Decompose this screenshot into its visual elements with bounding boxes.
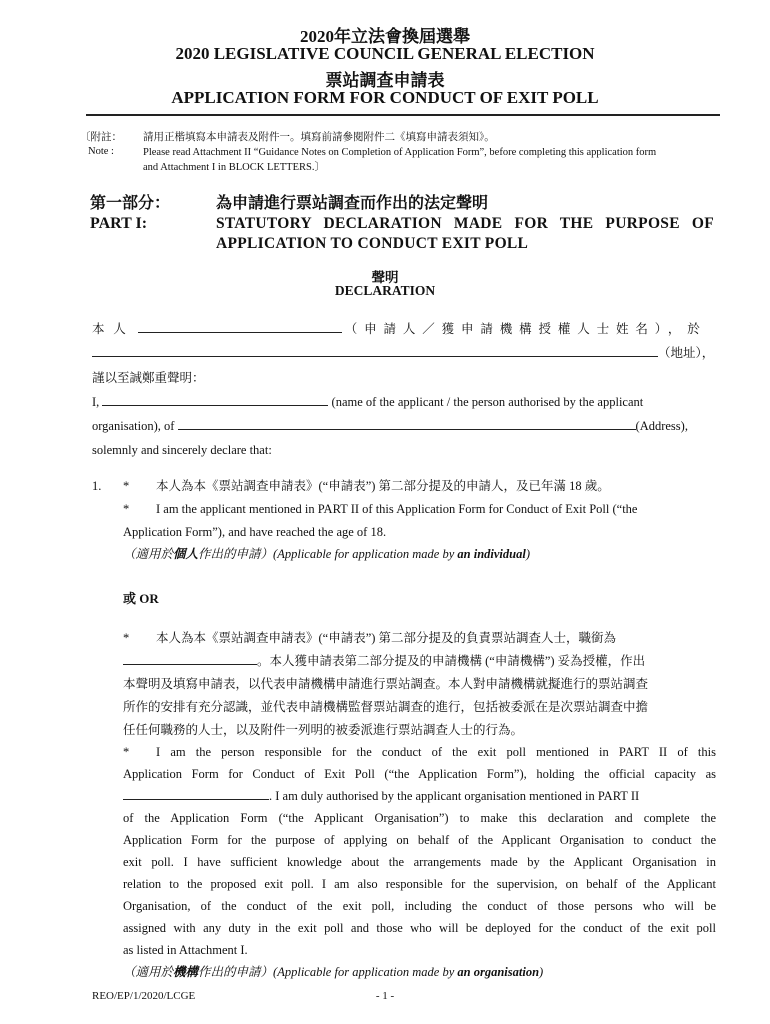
item1-text-zh: 本人為本《票站調查申請表》(“申請表”) 第二部分提及的申請人，及已年滿 18 歲。 (156, 479, 610, 493)
footer-form-code: REO/EP/1/2020/LCGE (92, 990, 196, 1002)
item2-text-en-1: I am the person responsible for the conduct of the exit poll mentioned in PART II of this (156, 745, 716, 759)
applicant-name-field-zh[interactable] (138, 319, 342, 333)
declaration-heading-en: DECLARATION (334, 283, 436, 298)
part1-title-en-1: STATUTORY DECLARATION MADE FOR THE PURPOSE OF (216, 215, 714, 232)
item1-applicable-en-b: an individual (457, 547, 526, 561)
item2-star-zh[interactable]: * (123, 631, 130, 645)
declaration-solemn-en: solemnly and sincerely declare that: (92, 443, 272, 457)
address-field-en[interactable] (178, 416, 636, 430)
item2-applicable-en-c: ) (539, 965, 544, 979)
declaration-prefix-zh: 本人 (92, 322, 135, 336)
declaration-en-line-1 (92, 391, 716, 413)
item2-text-zh-3: 本聲明及填寫申請表，以代表申請機構申請進行票站調查。本人對申請機構就擬進行的票站調查 (123, 677, 649, 691)
item1-applicable-en-a: (Applicable for application made by (273, 547, 458, 561)
organisation-prefix-en: organisation), of (92, 419, 175, 433)
item2-applicable-zh-a: （適用於 (123, 965, 174, 979)
item2-applicable-zh-b: 機構 (173, 965, 199, 979)
item2-text-en-2: Application Form for Conduct of Exit Poll (“the Application Form”), holding the official capacity as (123, 767, 716, 781)
item2-text-en-4: of the Application Form (“the Applicant Organisation”) to make this declaration and complete the (123, 811, 716, 825)
title-zh: 2020年立法會換屆選舉 (300, 27, 470, 46)
form-title-en: APPLICATION FORM FOR CONDUCT OF EXIT POLL (171, 88, 599, 107)
item2-applicable (123, 962, 543, 980)
item1-star-zh[interactable]: * (123, 479, 130, 493)
declaration-heading-zh: 聲明 (371, 270, 399, 285)
item1-number: 1. (92, 479, 102, 493)
note-text-zh: 請用正楷填寫本申請表及附件一。填寫前請參閱附件二《填寫申請表須知》。 (143, 132, 495, 143)
declaration-suffix-en: (name of the applicant / the person authorised by the applicant (331, 395, 644, 409)
item1-applicable-zh-b: 個人 (173, 547, 199, 561)
item2-star-en[interactable]: * (123, 745, 130, 759)
item2-line-zh-2 (123, 650, 716, 672)
item2-applicable-zh-c: 作出的申請） (198, 965, 274, 979)
note-label-zh: 〔附註： (80, 132, 122, 143)
item2-text-zh-2: 。本人獲申請表第二部分提及的申請機構 (“申請機構”) 妥為授權，作出 (257, 654, 646, 668)
part1-label-zh: 第一部分： (90, 195, 171, 212)
item2-applicable-en-a: (Applicable for application made by (273, 965, 458, 979)
declaration-line-3: 謹以至誠鄭重聲明： (92, 371, 205, 385)
header-divider (86, 114, 720, 116)
or-zh: 或 (123, 591, 137, 606)
part1-title-zh: 為申請進行票站調查而作出的法定聲明 (216, 195, 489, 212)
note-label-en: Note : (88, 146, 114, 157)
item2-text-en-10: as listed in Attachment I. (123, 943, 248, 957)
part1-label-en: PART I: (90, 215, 148, 232)
item2-text-en-3: . I am duly authorised by the applicant organisation mentioned in PART II (269, 789, 640, 803)
or-separator (123, 588, 159, 607)
item2-text-zh-4: 所作的安排有充分認識，並代表申請機構監督票站調查的進行，包括被委派在是次票站調查中擔 (123, 700, 649, 714)
address-field-zh[interactable] (92, 343, 658, 357)
item1-text-en-1: I am the applicant mentioned in PART II of this Application Form for Conduct of Exit Poll (“the (156, 502, 638, 516)
item1-applicable-en-c: ) (525, 547, 530, 561)
title-en: 2020 LEGISLATIVE COUNCIL GENERAL ELECTION (175, 44, 595, 63)
item2-text-en-9: assigned with any duty in the exit poll and those who will be deployed for the conduct of the exit poll (123, 921, 716, 935)
address-suffix-zh: （地址）， (658, 346, 715, 360)
item2-text-en-5: Application Form for the purpose of applying on behalf of the Applicant Organisation to conduct the (123, 833, 716, 847)
declaration-en-line-2 (92, 415, 716, 437)
official-capacity-field-en[interactable] (123, 786, 269, 800)
item2-applicable-en-b: an organisation (457, 965, 540, 979)
official-capacity-field-zh[interactable] (123, 651, 257, 665)
item1-text-en-2: Application Form”), and have reached the age of 18. (123, 525, 387, 539)
declaration-line-2 (92, 342, 716, 364)
item2-text-en-8: Organisation, of the conduct of the exit poll, including the conduct of those persons who will be (123, 899, 716, 913)
or-en: OR (139, 591, 159, 606)
item1-applicable (123, 544, 530, 562)
item2-text-en-7: relation to the proposed exit poll. I am also responsible for the supervision, on behalf of the Applicant (123, 877, 716, 891)
item2-text-zh-1: 本人為本《票站調查申請表》(“申請表”) 第二部分提及的負責票站調查人士，職銜為 (156, 631, 617, 645)
declaration-prefix-en: I, (92, 395, 100, 409)
item1-applicable-zh-c: 作出的申請） (198, 547, 274, 561)
item1-applicable-zh-a: （適用於 (123, 547, 174, 561)
applicant-name-field-en[interactable] (102, 392, 328, 406)
item2-text-zh-5: 任任何職務的人士，以及附件一列明的被委派進行票站調查人士的行為。 (123, 723, 524, 737)
note-text-en-2: and Attachment I in BLOCK LETTERS.〕 (143, 162, 325, 173)
address-suffix-en: (Address), (635, 419, 688, 433)
declaration-suffix-zh: （申請人／獲申請機構授權人士姓名），於 (344, 322, 707, 336)
item2-line-en-3 (123, 785, 716, 807)
item1-star-en[interactable]: * (123, 502, 130, 516)
part1-title-en-2: APPLICATION TO CONDUCT EXIT POLL (216, 235, 529, 252)
declaration-line-1 (92, 318, 716, 340)
item2-text-en-6: exit poll. I have sufficient knowledge about the arrangements made by the Applicant Organisation in (123, 855, 716, 869)
note-text-en-1: Please read Attachment II “Guidance Notes on Completion of Application Form”, before completing this application form (143, 147, 657, 158)
footer-page-number: - 1 - (375, 990, 395, 1002)
form-title-zh: 票站調查申請表 (325, 71, 445, 90)
